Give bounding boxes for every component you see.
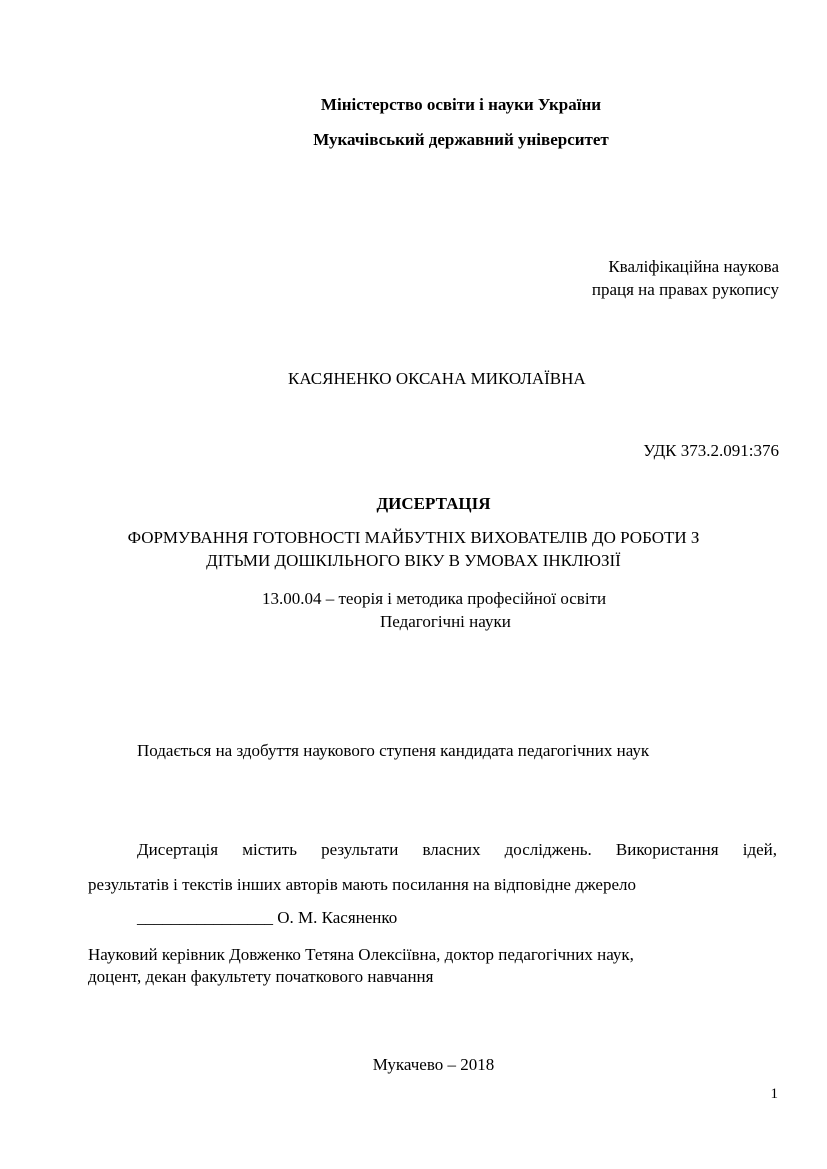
scientific-field: Педагогічні науки [380,612,511,631]
manuscript-note-line1: Кваліфікаційна наукова [608,257,779,276]
submitted-for: Подається на здобуття наукового ступеня кандидата педагогічних наук [137,741,650,760]
supervisor-line1: Науковий керівник Довженко Тетяна Олексіївна, доктор педагогічних наук, [88,945,634,964]
document-type: ДИСЕРТАЦІЯ [376,494,491,513]
supervisor-line2: доцент, декан факультету початкового навчання [88,967,434,986]
author-name: КАСЯНЕНКО ОКСАНА МИКОЛАЇВНА [288,369,586,388]
signature-line [137,908,827,928]
ministry-title: Міністерство освіти і науки України [320,95,602,114]
declaration-line1: Дисертація містить результати власних досліджень. Використання ідей, [137,840,777,859]
declaration-line2: результатів і текстів інших авторів мають посилання на відповідне джерело [88,875,636,894]
university-title: Мукачівський державний університет [313,130,609,149]
signature-blank: ________________ [137,908,273,927]
city-year: Мукачево – 2018 [372,1055,495,1074]
specialty: 13.00.04 – теорія і методика професійної освіти [262,589,607,608]
topic-line1: ФОРМУВАННЯ ГОТОВНОСТІ МАЙБУТНІХ ВИХОВАТЕЛІВ ДО РОБОТИ З [127,528,700,547]
signature-name: О. М. Касяненко [277,908,398,927]
manuscript-note-line2: праця на правах рукопису [591,280,779,299]
udk-code: УДК 373.2.091:376 [643,441,779,460]
topic-line2: ДІТЬМИ ДОШКІЛЬНОГО ВІКУ В УМОВАХ ІНКЛЮЗІЇ [206,551,621,570]
page-number: 1 [770,1086,778,1102]
